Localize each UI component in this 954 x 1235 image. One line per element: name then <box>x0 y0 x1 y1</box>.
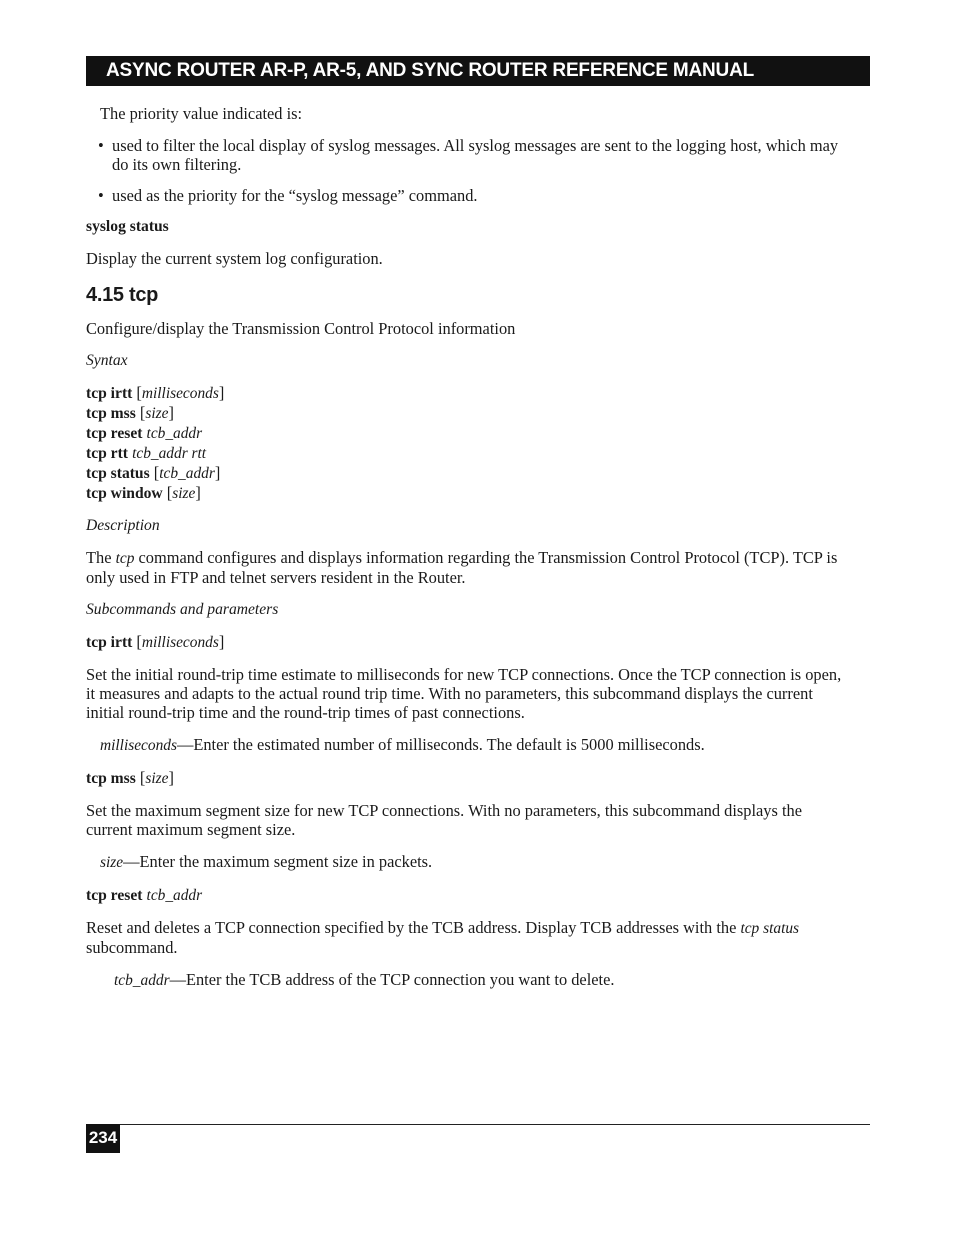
subcommand-irtt-param: milliseconds—Enter the estimated number of milliseconds. The default is 5000 milliseconds. <box>100 735 705 754</box>
syntax-line: tcp rtt tcb_addr rtt <box>86 445 207 462</box>
subcommand-irtt-desc: Set the initial round-trip time estimate to milliseconds for new TCP connections. Once the TCP connection is open, it measures and adapts to the actual round trip time. With no parameters, this subcommand displays the current initial round-trip time and the round-trip times of past connections. <box>86 665 842 722</box>
subcommand-mss-param: size—Enter the maximum segment size in packets. <box>100 852 433 871</box>
subcommand-irtt-heading: tcp irtt [milliseconds] <box>86 632 225 651</box>
subcommand-mss-desc: Set the maximum segment size for new TCP connections. With no parameters, this subcommand displays the current maximum segment size. <box>86 801 803 839</box>
subcommand-reset-param: tcb_addr—Enter the TCB address of the TCP connection you want to delete. <box>114 970 615 989</box>
syntax-block <box>86 383 846 503</box>
footer-rule <box>86 1124 870 1125</box>
bullet-icon: • <box>98 186 104 205</box>
header-bar <box>86 56 870 86</box>
subcommand-reset-heading: tcp reset tcb_addr <box>86 887 203 904</box>
bullet-text: used to filter the local display of syslog messages. All syslog messages are sent to the logging host, which may do its own filtering. <box>112 136 839 174</box>
description-label: Description <box>86 517 160 534</box>
bullet-text: used as the priority for the “syslog message” command. <box>112 186 478 205</box>
page-number: 234 <box>86 1124 120 1153</box>
syntax-line: tcp irtt [milliseconds] <box>86 383 225 402</box>
syntax-label: Syntax <box>86 352 128 369</box>
section-heading: 4.15 tcp <box>86 284 159 306</box>
subcommand-mss-heading: tcp mss [size] <box>86 768 174 787</box>
subcommand-reset-desc: Reset and deletes a TCP connection specified by the TCB address. Display TCB addresses with the tcp status subcommand. <box>86 918 800 957</box>
bullet-item <box>86 136 846 174</box>
syntax-line: tcp reset tcb_addr <box>86 425 203 442</box>
syntax-line: tcp window [size] <box>86 483 201 502</box>
description-text: The tcp command configures and displays information regarding the Transmission Control Protocol (TCP). TCP is only used in FTP and telnet servers resident in the Router. <box>86 548 838 587</box>
bullet-icon: • <box>98 136 104 155</box>
syntax-line: tcp status [tcb_addr] <box>86 463 221 482</box>
syntax-line: tcp mss [size] <box>86 403 174 422</box>
priority-intro: The priority value indicated is: <box>100 104 303 123</box>
page-content <box>86 104 846 1003</box>
bullet-item <box>86 186 846 205</box>
section-intro: Configure/display the Transmission Control Protocol information <box>86 319 516 338</box>
manual-title: ASYNC ROUTER AR-P, AR-5, AND SYNC ROUTER REFERENCE MANUAL <box>106 60 755 81</box>
syslog-status-desc: Display the current system log configuration. <box>86 249 383 268</box>
subcommands-label: Subcommands and parameters <box>86 601 279 618</box>
syslog-status-heading: syslog status <box>86 218 169 235</box>
